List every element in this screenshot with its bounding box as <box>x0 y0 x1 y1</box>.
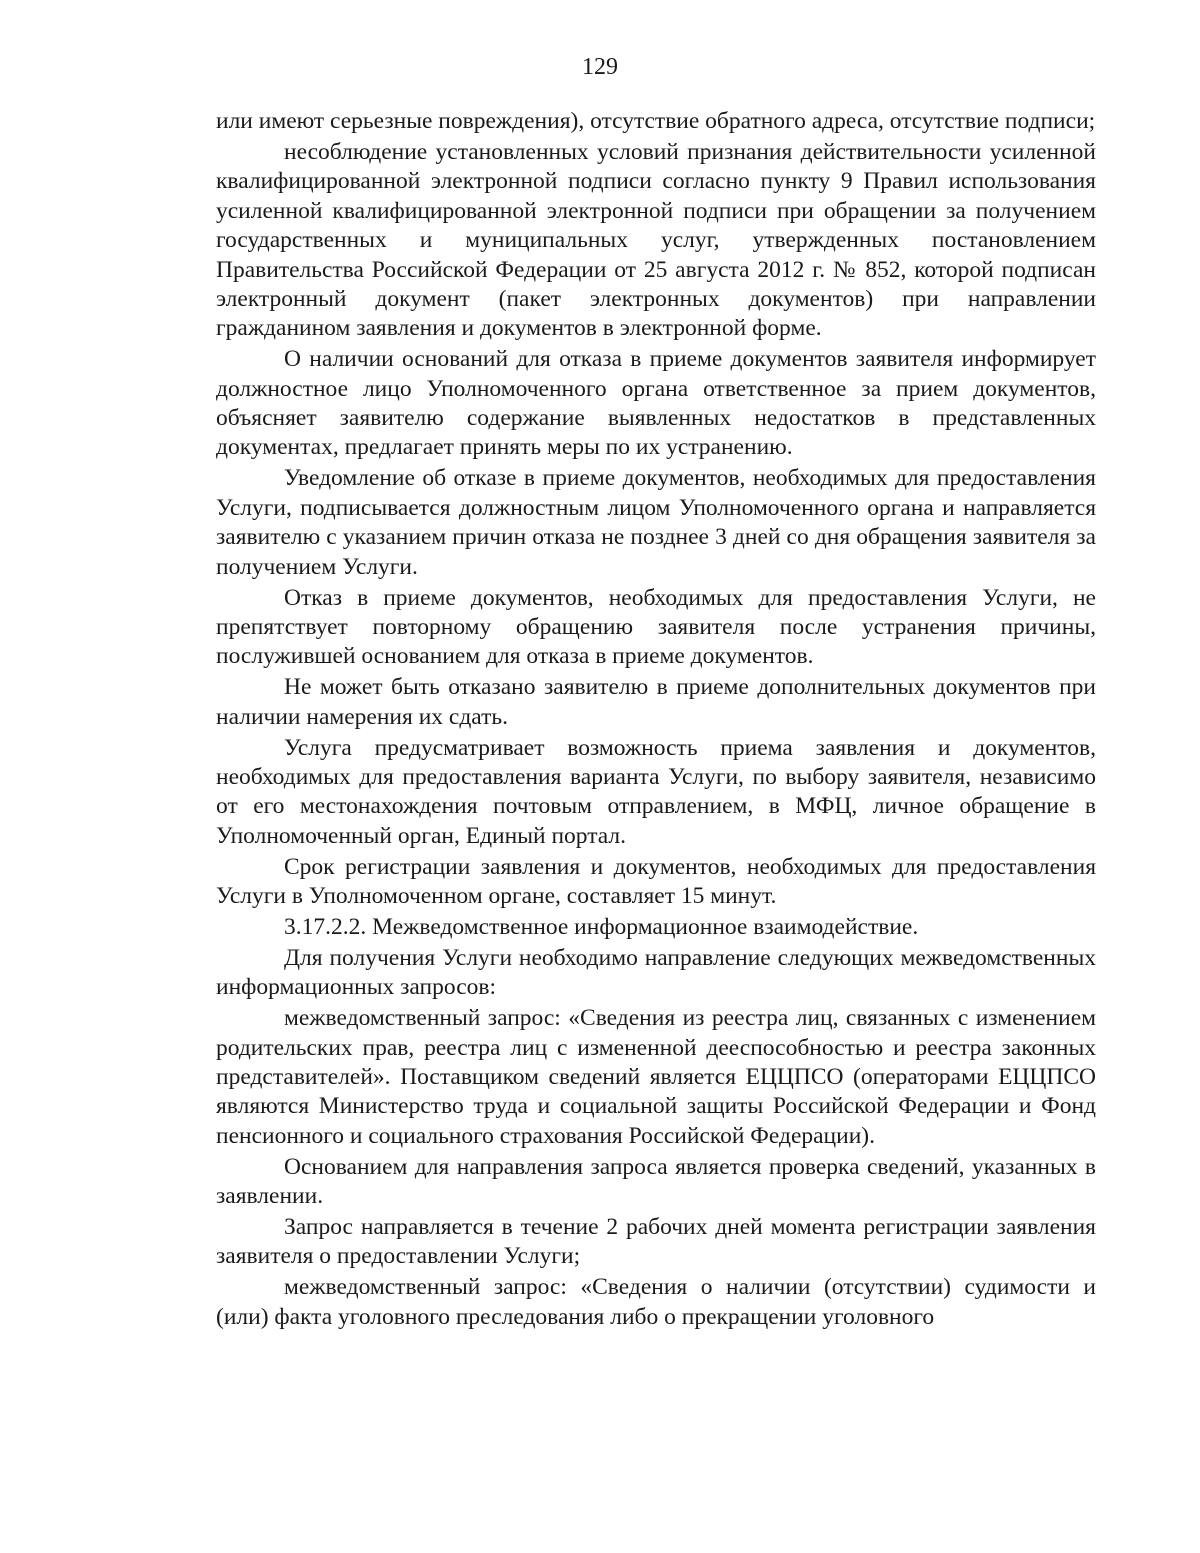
paragraph-7: Услуга предусматривает возможность приема заявления и документов, необходимых для предоставления варианта Услуги, по выбору заявителя, независимо от его местонахождения почтовым отправлением, в МФЦ, личное обращение в Уполномоченный орган, Единый портал. <box>216 734 1096 849</box>
paragraph-10: Для получения Услуги необходимо направление следующих межведомственных информационных запросов: <box>216 944 1096 1001</box>
page-number: 129 <box>582 54 618 80</box>
paragraph-4: Уведомление об отказе в приеме документов, необходимых для предоставления Услуги, подписывается должностным лицом Уполномоченного органа и направляется заявителю с указанием причин отказа не позднее 3 дней со дня обращения заявителя за получением Услуги. <box>216 465 1096 580</box>
paragraph-5: Отказ в приеме документов, необходимых для предоставления Услуги, не препятствует повторному обращению заявителя после устранения причины, послужившей основанием для отказа в приеме документов. <box>216 584 1096 670</box>
document-body <box>216 107 1096 1334</box>
paragraph-6: Не может быть отказано заявителю в приеме дополнительных документов при наличии намерения их сдать. <box>216 674 1096 730</box>
paragraph-3: О наличии оснований для отказа в приеме документов заявителя информирует должностное лицо Уполномоченного органа ответственное за прием документов, объясняет заявителю содержание выявленных недостатков в представленных документах, предлагает принять меры по их устранению. <box>216 346 1096 461</box>
paragraph-11: межведомственный запрос: «Сведения из реестра лиц, связанных с изменением родительских прав, реестра лиц с измененной дееспособностью и реестра законных представителей». Поставщиком сведений является ЕЦЦПСО (операторами ЕЦЦПСО являются Министерство труда и социальной защиты Российской Федерации и Фонд пенсионного и социального страхования Российской Федерации). <box>216 1005 1096 1149</box>
paragraph-2: несоблюдение установленных условий признания действительности усиленной квалифицированной электронной подписи согласно пункту 9 Правил использования усиленной квалифицированной электронной подписи при обращении за получением государственных и муниципальных услуг, утвержденных постановлением Правительства Российской Федерации от 25 августа 2012 г. № 852, которой подписан электронный документ (пакет электронных документов) при направлении гражданином заявления и документов в электронной форме. <box>216 138 1096 342</box>
paragraph-14: межведомственный запрос: «Сведения о наличии (отсутствии) судимости и (или) факта уголовного преследования либо о прекращении уголовного <box>216 1274 1096 1330</box>
paragraph-1: или имеют серьезные повреждения), отсутствие обратного адреса, отсутствие подписи; <box>216 108 1096 134</box>
paragraph-8: Срок регистрации заявления и документов, необходимых для предоставления Услуги в Уполномоченном органе, составляет 15 минут. <box>216 853 1096 910</box>
paragraph-12: Основанием для направления запроса является проверка сведений, указанных в заявлении. <box>216 1153 1096 1210</box>
section-heading-3-17-2-2: 3.17.2.2. Межведомственное информационное взаимодействие. <box>284 913 919 940</box>
paragraph-13: Запрос направляется в течение 2 рабочих дней момента регистрации заявления заявителя о предоставлении Услуги; <box>216 1214 1096 1270</box>
